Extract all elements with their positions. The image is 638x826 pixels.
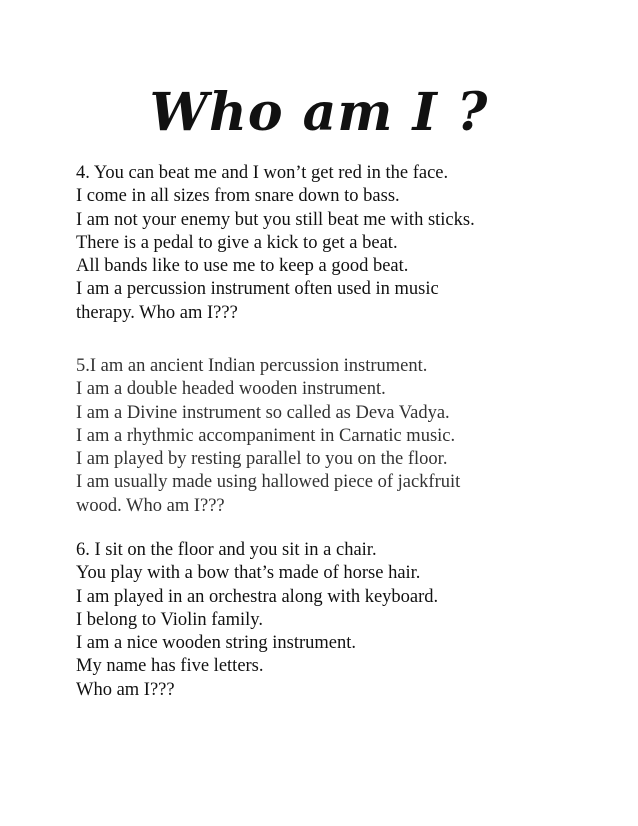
riddle-line: I am a Divine instrument so called as Deva Vadya. [76, 402, 450, 423]
riddle-line: I am a rhythmic accompaniment in Carnatic music. [76, 425, 456, 446]
riddle-line: therapy. Who am I??? [76, 302, 238, 323]
riddle-line: I am played in an orchestra along with keyboard. [76, 586, 439, 607]
riddle-line: There is a pedal to give a kick to get a beat. [76, 232, 398, 253]
riddle-line: My name has five letters. [76, 656, 264, 677]
page-title: Who am I ? [149, 82, 489, 143]
riddle-4 [76, 162, 596, 325]
riddle-line: I am a double headed wooden instrument. [76, 379, 386, 400]
riddle-line: I am usually made using hallowed piece of jackfruit [76, 472, 461, 493]
riddle-line: I am a nice wooden string instrument. [76, 633, 357, 654]
riddle-line: You play with a bow that’s made of horse hair. [76, 563, 421, 584]
riddle-line: I come in all sizes from snare down to bass. [76, 186, 400, 207]
riddle-line: All bands like to use me to keep a good beat. [76, 256, 409, 277]
riddle-line: I am not your enemy but you still beat me with sticks. [76, 209, 475, 230]
riddle-line: I am played by resting parallel to you on the floor. [76, 449, 448, 470]
riddle-5 [76, 355, 596, 518]
riddle-line: I belong to Violin family. [76, 609, 263, 630]
riddle-line: 4. You can beat me and I won’t get red in the face. [76, 163, 449, 183]
riddle-6 [76, 539, 596, 702]
riddle-line: I am a percussion instrument often used in music [76, 279, 439, 300]
riddle-line: 6. I sit on the floor and you sit in a chair. [76, 540, 377, 560]
riddle-line: Who am I??? [76, 679, 175, 700]
riddle-line: wood. Who am I??? [76, 495, 225, 516]
riddle-line: 5.I am an ancient Indian percussion instrument. [76, 356, 428, 376]
